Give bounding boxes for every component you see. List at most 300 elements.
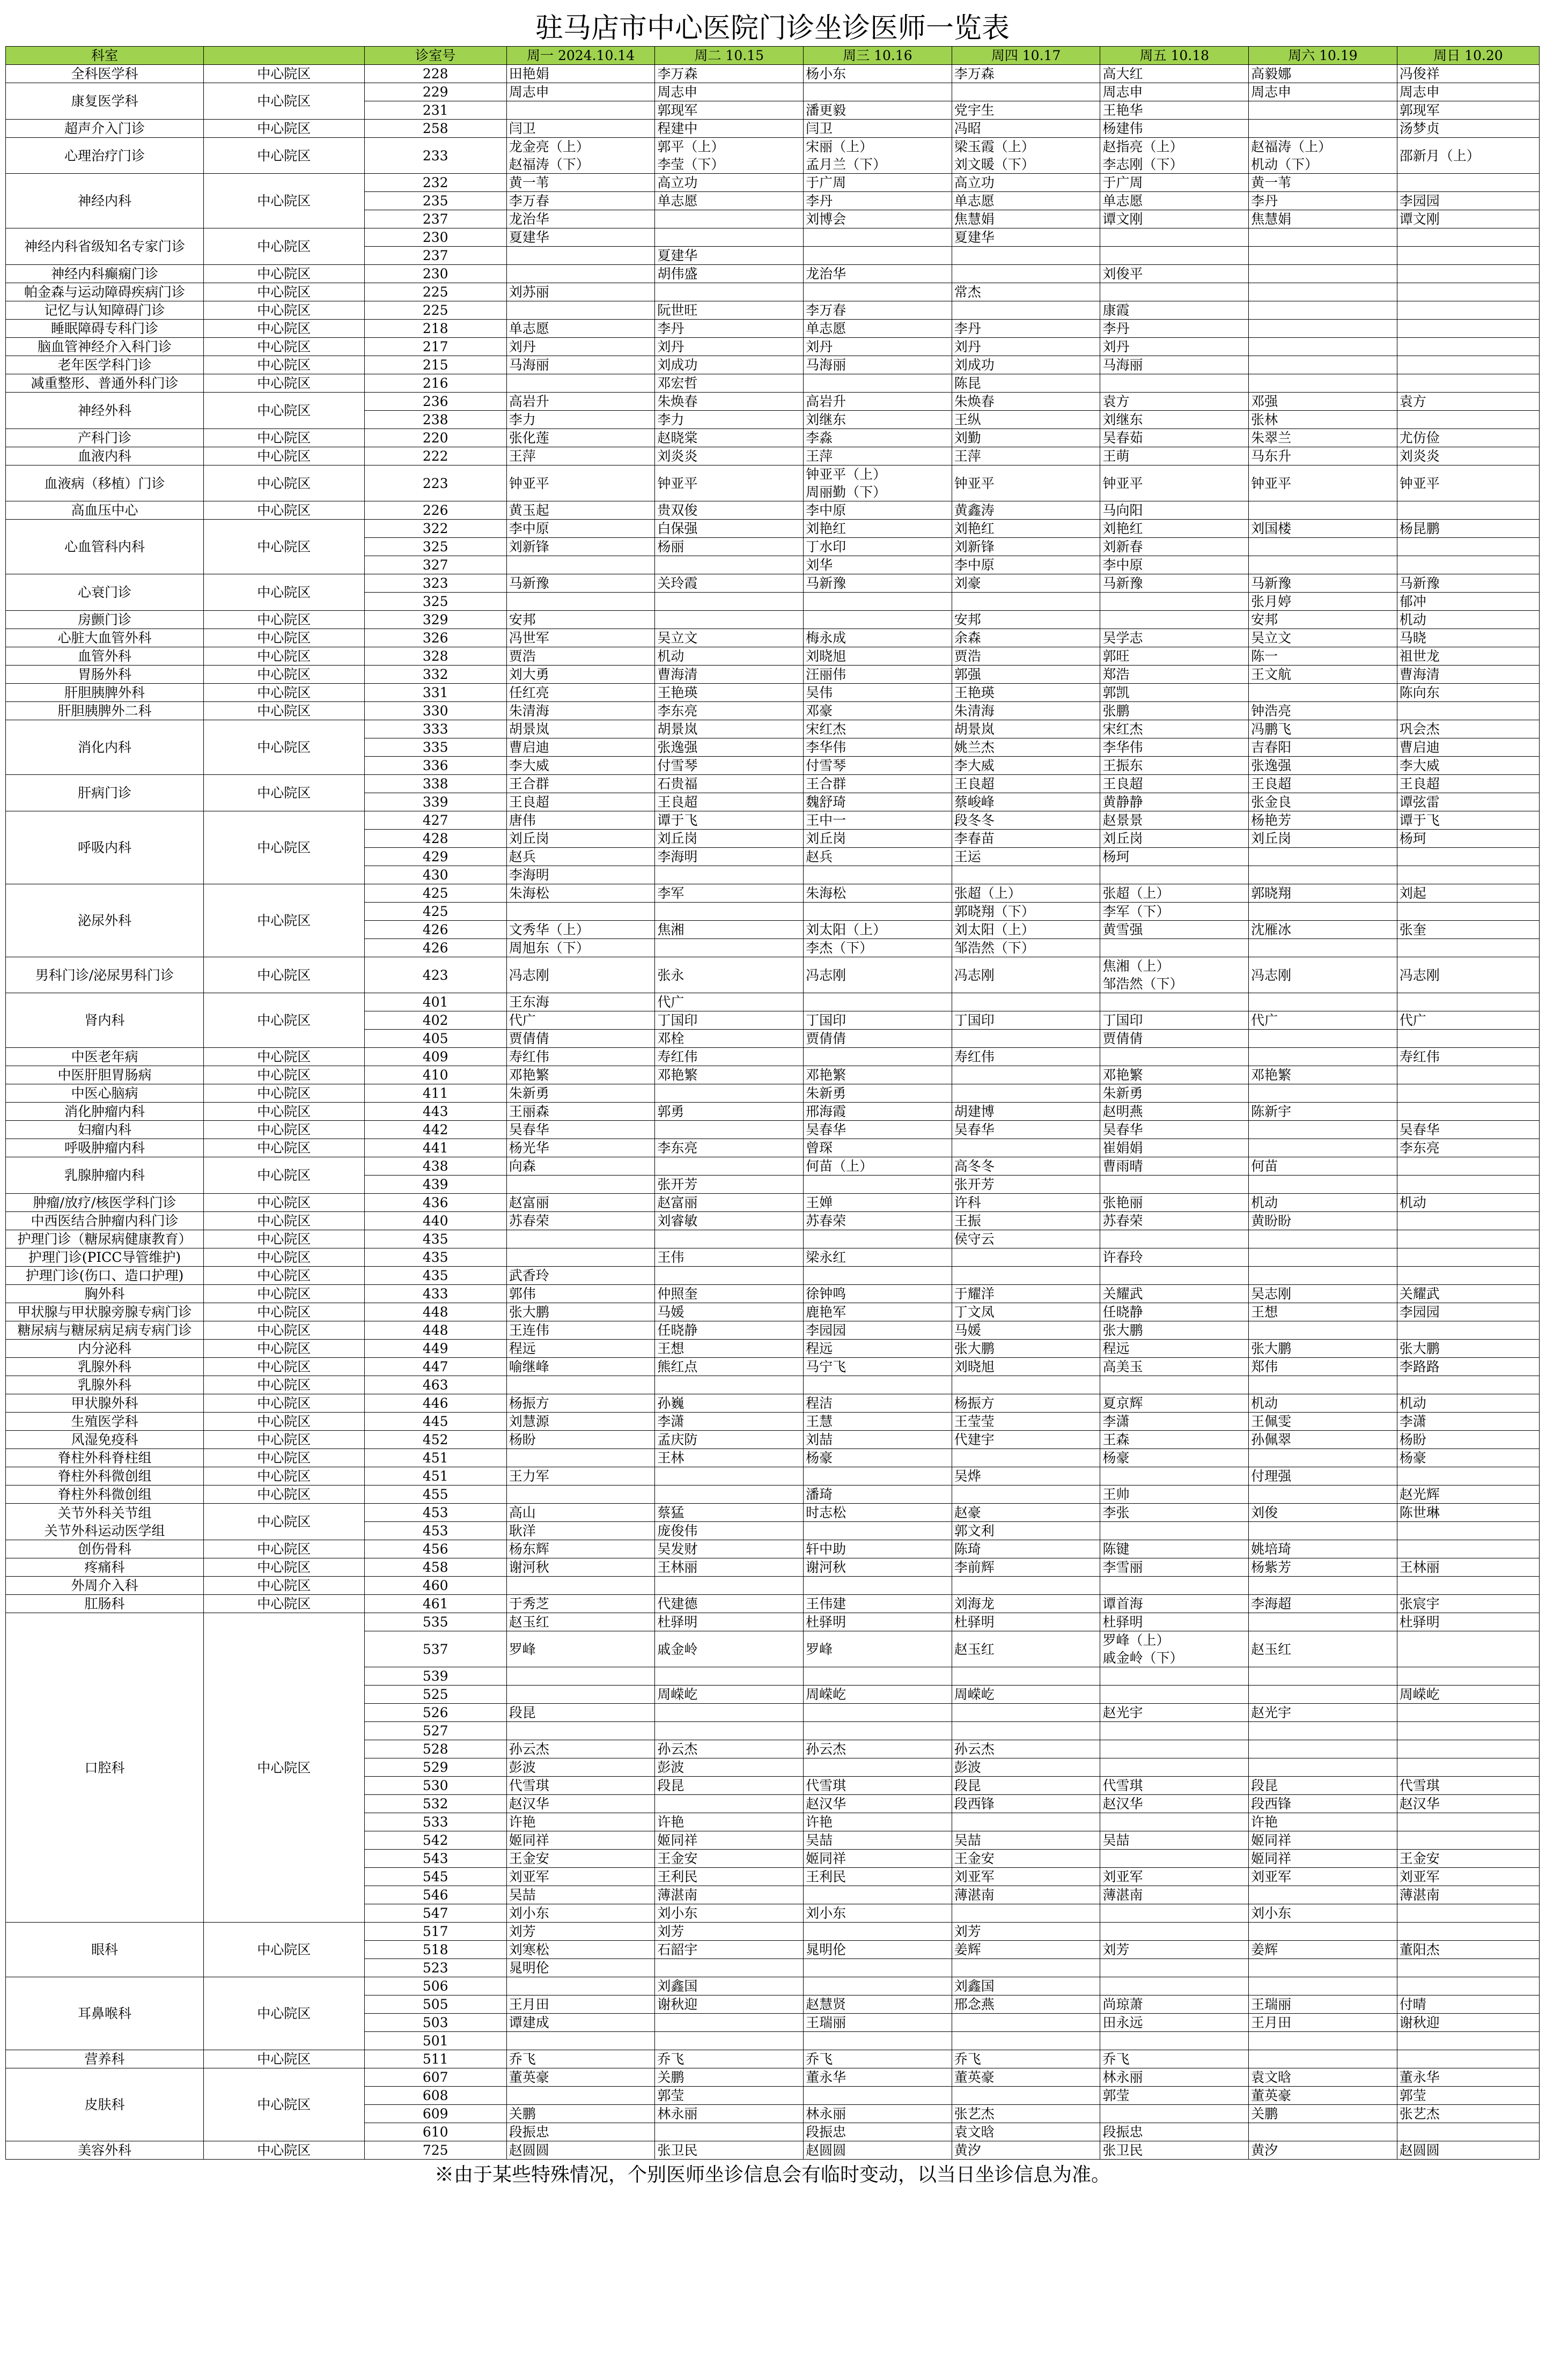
table-row (6, 684, 1540, 702)
doctor-cell-sun: 李园园 (1397, 1303, 1539, 1321)
doctor-cell-sat: 何苗 (1249, 1157, 1397, 1176)
campus-cell: 中心院区 (203, 393, 364, 429)
dept-cell: 消化内科 (6, 720, 204, 775)
doctor-cell-sat: 杨紫芳 (1249, 1558, 1397, 1577)
doctor-cell-sat (1249, 247, 1397, 265)
doctor-cell-sun: 李大威 (1397, 757, 1539, 775)
doctor-cell-mon (506, 374, 655, 393)
table-row (6, 1103, 1540, 1121)
doctor-cell-sat (1249, 866, 1397, 884)
doctor-cell-thu: 张开芳 (952, 1176, 1100, 1194)
dept-cell: 美容外科 (6, 2141, 204, 2160)
doctor-cell-tue: 李万森 (655, 65, 804, 83)
doctor-cell-tue: 薄湛南 (655, 1886, 804, 1904)
table-row (6, 120, 1540, 138)
doctor-cell-sat: 机动 (1249, 1394, 1397, 1413)
doctor-cell-sat (1249, 265, 1397, 283)
doctor-cell-thu (952, 83, 1100, 101)
doctor-cell-fri: 赵光宇 (1100, 1704, 1249, 1722)
doctor-cell-fri: 李华伟 (1100, 738, 1249, 757)
dept-cell: 生殖医学科 (6, 1413, 204, 1431)
doctor-cell-fri: 任晓静 (1100, 1303, 1249, 1321)
table-row (6, 393, 1540, 411)
table-row (6, 629, 1540, 647)
doctor-cell-thu (952, 1959, 1100, 1977)
doctor-cell-fri: 段振忠 (1100, 2123, 1249, 2141)
table-row (6, 283, 1540, 301)
doctor-cell-mon: 董英豪 (506, 2068, 655, 2087)
doctor-cell-sun: 郭莹 (1397, 2087, 1539, 2105)
doctor-cell-thu (952, 1084, 1100, 1103)
doctor-cell-tue: 张开芳 (655, 1176, 804, 1194)
doctor-cell-thu: 丁文凤 (952, 1303, 1100, 1321)
doctor-cell-tue: 乔飞 (655, 2050, 804, 2068)
doctor-cell-sat: 钟浩亮 (1249, 702, 1397, 720)
dept-cell: 糖尿病与糖尿病足病专病门诊 (6, 1321, 204, 1340)
doctor-cell-tue: 李丹 (655, 320, 804, 338)
doctor-cell-fri (1100, 993, 1249, 1011)
table-row (6, 1267, 1540, 1285)
dept-cell: 房颤门诊 (6, 611, 204, 629)
dept-cell: 风湿免疫科 (6, 1431, 204, 1449)
doctor-cell-mon: 李力 (506, 411, 655, 429)
doctor-cell-mon: 郭伟 (506, 1285, 655, 1303)
doctor-cell-sat (1249, 1084, 1397, 1103)
doctor-cell-thu (952, 2087, 1100, 2105)
doctor-cell-wed: 苏春荣 (804, 1212, 952, 1230)
doctor-cell-tue: 林永丽 (655, 2105, 804, 2123)
campus-cell: 中心院区 (203, 1485, 364, 1504)
table-row (6, 1540, 1540, 1558)
campus-cell: 中心院区 (203, 2050, 364, 2068)
room-cell: 409 (364, 1048, 506, 1066)
dept-cell: 皮肤科 (6, 2068, 204, 2141)
doctor-cell-mon: 李万春 (506, 192, 655, 210)
doctor-cell-wed: 丁水印 (804, 538, 952, 556)
doctor-cell-sun (1397, 1667, 1539, 1686)
room-cell: 451 (364, 1449, 506, 1467)
doctor-cell-mon: 程远 (506, 1340, 655, 1358)
campus-cell: 中心院区 (203, 666, 364, 684)
doctor-cell-sat: 刘丘岗 (1249, 830, 1397, 848)
doctor-cell-sun: 周志申 (1397, 83, 1539, 101)
doctor-cell-fri (1100, 1977, 1249, 1995)
doctor-cell-mon: 文秀华（上） (506, 921, 655, 939)
doctor-cell-tue: 段昆 (655, 1777, 804, 1795)
room-cell: 527 (364, 1722, 506, 1740)
dept-cell: 乳腺外科 (6, 1358, 204, 1376)
doctor-cell-wed: 轩中助 (804, 1540, 952, 1558)
doctor-cell-wed: 罗峰 (804, 1631, 952, 1667)
doctor-cell-thu: 王萍 (952, 447, 1100, 465)
doctor-cell-tue: 邓宏哲 (655, 374, 804, 393)
table-row (6, 65, 1540, 83)
doctor-cell-sun (1397, 2050, 1539, 2068)
room-cell: 426 (364, 921, 506, 939)
doctor-cell-mon: 许艳 (506, 1813, 655, 1831)
doctor-cell-sat: 赵福涛（上） 机动（下） (1249, 138, 1397, 174)
doctor-cell-mon: 王连伟 (506, 1321, 655, 1340)
room-cell: 322 (364, 520, 506, 538)
doctor-cell-mon: 吴喆 (506, 1886, 655, 1904)
doctor-cell-thu: 陈琦 (952, 1540, 1100, 1558)
table-row (6, 1558, 1540, 1577)
doctor-cell-mon: 安邦 (506, 611, 655, 629)
table-row (6, 1413, 1540, 1431)
doctor-cell-sat (1249, 228, 1397, 247)
header-tue: 周二 10.15 (655, 47, 804, 65)
doctor-cell-mon (506, 1230, 655, 1248)
room-cell: 609 (364, 2105, 506, 2123)
doctor-cell-fri: 王森 (1100, 1431, 1249, 1449)
doctor-cell-fri (1100, 1230, 1249, 1248)
doctor-cell-sun: 袁方 (1397, 393, 1539, 411)
doctor-cell-fri: 李中原 (1100, 556, 1249, 574)
doctor-cell-sun: 郁冲 (1397, 593, 1539, 611)
room-cell: 222 (364, 447, 506, 465)
doctor-cell-sat: 黄一苇 (1249, 174, 1397, 192)
doctor-cell-wed: 杨小东 (804, 65, 952, 83)
doctor-cell-sat (1249, 283, 1397, 301)
doctor-cell-wed: 马新豫 (804, 574, 952, 593)
doctor-cell-sun: 关耀武 (1397, 1285, 1539, 1303)
table-row (6, 1923, 1540, 1941)
dept-cell: 心血管科内科 (6, 520, 204, 574)
room-cell: 607 (364, 2068, 506, 2087)
doctor-cell-wed: 王婵 (804, 1194, 952, 1212)
doctor-cell-sat (1249, 1959, 1397, 1977)
doctor-cell-sat (1249, 2123, 1397, 2141)
doctor-cell-sat (1249, 1267, 1397, 1285)
doctor-cell-thu: 赵豪 (952, 1504, 1100, 1522)
doctor-cell-fri: 贾倩倩 (1100, 1030, 1249, 1048)
campus-cell: 中心院区 (203, 2141, 364, 2160)
campus-cell: 中心院区 (203, 301, 364, 320)
doctor-cell-sat: 马东升 (1249, 447, 1397, 465)
doctor-cell-mon: 寿红伟 (506, 1048, 655, 1066)
doctor-cell-wed (804, 993, 952, 1011)
doctor-cell-tue (655, 866, 804, 884)
campus-cell: 中心院区 (203, 501, 364, 520)
doctor-cell-mon: 马新豫 (506, 574, 655, 593)
campus-cell: 中心院区 (203, 1358, 364, 1376)
doctor-cell-wed: 晁明伦 (804, 1941, 952, 1959)
doctor-cell-sat: 焦慧娟 (1249, 210, 1397, 228)
doctor-cell-sun (1397, 1176, 1539, 1194)
doctor-cell-sun (1397, 848, 1539, 866)
table-row (6, 811, 1540, 830)
room-cell: 533 (364, 1813, 506, 1831)
campus-cell: 中心院区 (203, 611, 364, 629)
doctor-cell-thu: 丁国印 (952, 1011, 1100, 1030)
doctor-cell-mon: 杨光华 (506, 1139, 655, 1157)
room-cell: 505 (364, 1995, 506, 2014)
doctor-cell-tue (655, 2014, 804, 2032)
room-cell: 230 (364, 265, 506, 283)
doctor-cell-tue: 谢秋迎 (655, 1995, 804, 2014)
doctor-cell-sat (1249, 1977, 1397, 1995)
doctor-cell-wed (804, 1376, 952, 1394)
doctor-cell-fri (1100, 866, 1249, 884)
room-cell: 332 (364, 666, 506, 684)
doctor-cell-fri (1100, 2032, 1249, 2050)
doctor-cell-fri (1100, 1176, 1249, 1194)
doctor-cell-fri (1100, 611, 1249, 629)
doctor-cell-wed: 刘小东 (804, 1904, 952, 1923)
doctor-cell-fri: 杨建伟 (1100, 120, 1249, 138)
doctor-cell-sun (1397, 1959, 1539, 1977)
table-row (6, 1613, 1540, 1631)
doctor-cell-sat (1249, 320, 1397, 338)
room-cell: 328 (364, 647, 506, 666)
room-cell: 218 (364, 320, 506, 338)
doctor-cell-tue: 单志愿 (655, 192, 804, 210)
dept-cell: 神经内科癫痫门诊 (6, 265, 204, 283)
doctor-cell-thu: 王艳瑛 (952, 684, 1100, 702)
doctor-cell-mon: 李中原 (506, 520, 655, 538)
doctor-cell-sat (1249, 1048, 1397, 1066)
doctor-cell-thu: 邹浩然（下） (952, 939, 1100, 957)
doctor-cell-fri: 谭首海 (1100, 1595, 1249, 1613)
dept-cell: 护理门诊(伤口、造口护理) (6, 1267, 204, 1285)
doctor-cell-wed (804, 1758, 952, 1777)
dept-cell: 甲状腺外科 (6, 1394, 204, 1413)
room-cell: 547 (364, 1904, 506, 1923)
doctor-cell-sat (1249, 501, 1397, 520)
doctor-cell-mon: 朱海松 (506, 884, 655, 903)
doctor-cell-mon: 赵玉红 (506, 1613, 655, 1631)
doctor-cell-sat: 张大鹏 (1249, 1340, 1397, 1358)
room-cell: 326 (364, 629, 506, 647)
doctor-cell-mon: 苏春荣 (506, 1212, 655, 1230)
doctor-cell-mon: 刘丘岗 (506, 830, 655, 848)
doctor-cell-sat: 姬同祥 (1249, 1850, 1397, 1868)
table-row (6, 666, 1540, 684)
doctor-cell-wed: 刘喆 (804, 1431, 952, 1449)
doctor-cell-wed: 王慧 (804, 1413, 952, 1431)
doctor-cell-sat: 黄汐 (1249, 2141, 1397, 2160)
doctor-cell-sat: 王瑞丽 (1249, 1995, 1397, 2014)
doctor-cell-mon: 代雪琪 (506, 1777, 655, 1795)
dept-cell: 护理门诊（糖尿病健康教育） (6, 1230, 204, 1248)
doctor-cell-wed: 吴春华 (804, 1121, 952, 1139)
doctor-cell-fri: 苏春荣 (1100, 1212, 1249, 1230)
doctor-cell-sun (1397, 702, 1539, 720)
doctor-cell-tue (655, 1722, 804, 1740)
campus-cell: 中心院区 (203, 1340, 364, 1358)
doctor-cell-fri: 郭莹 (1100, 2087, 1249, 2105)
doctor-cell-wed: 马宁飞 (804, 1358, 952, 1376)
footer-note: ※由于某些特殊情况，个别医师坐诊信息会有临时变动，以当日坐诊信息为准。 (434, 2164, 1110, 2186)
doctor-cell-wed: 谢河秋 (804, 1558, 952, 1577)
doctor-cell-wed (804, 1467, 952, 1485)
doctor-cell-sat (1249, 1321, 1397, 1340)
doctor-cell-fri (1100, 1813, 1249, 1831)
doctor-cell-tue: 王林 (655, 1449, 804, 1467)
doctor-cell-tue: 许艳 (655, 1813, 804, 1831)
table-row (6, 1212, 1540, 1230)
doctor-cell-wed: 李华伟 (804, 738, 952, 757)
dept-cell: 男科门诊/泌尿男科门诊 (6, 957, 204, 993)
doctor-cell-sun: 冯俊祥 (1397, 65, 1539, 83)
doctor-cell-wed: 潘更毅 (804, 101, 952, 120)
dept-cell: 护理门诊(PICC导管维护) (6, 1248, 204, 1267)
doctor-cell-mon: 王丽森 (506, 1103, 655, 1121)
doctor-cell-sat: 机动 (1249, 1194, 1397, 1212)
doctor-cell-fri: 王萌 (1100, 447, 1249, 465)
doctor-cell-sun (1397, 1066, 1539, 1084)
doctor-cell-wed (804, 1667, 952, 1686)
room-cell: 329 (364, 611, 506, 629)
doctor-cell-sun (1397, 283, 1539, 301)
doctor-cell-mon: 喻继峰 (506, 1358, 655, 1376)
doctor-cell-fri: 周志申 (1100, 83, 1249, 101)
doctor-cell-fri: 王帅 (1100, 1485, 1249, 1504)
doctor-cell-sat: 刘俊 (1249, 1504, 1397, 1522)
campus-cell: 中心院区 (203, 647, 364, 666)
doctor-cell-thu: 单志愿 (952, 192, 1100, 210)
doctor-cell-mon: 刘丹 (506, 338, 655, 356)
doctor-cell-mon: 姬同祥 (506, 1831, 655, 1850)
room-cell: 439 (364, 1176, 506, 1194)
doctor-cell-sun: 张艺杰 (1397, 2105, 1539, 2123)
doctor-cell-tue: 刘丹 (655, 338, 804, 356)
room-cell: 463 (364, 1376, 506, 1394)
doctor-cell-sat (1249, 301, 1397, 320)
doctor-cell-tue: 王利民 (655, 1868, 804, 1886)
doctor-cell-sun (1397, 1522, 1539, 1540)
doctor-cell-sun: 曹海清 (1397, 666, 1539, 684)
table-row (6, 702, 1540, 720)
doctor-cell-sat: 关鹏 (1249, 2105, 1397, 2123)
table-row (6, 465, 1540, 501)
room-cell: 542 (364, 1831, 506, 1850)
doctor-cell-fri: 王艳华 (1100, 101, 1249, 120)
room-cell: 442 (364, 1121, 506, 1139)
doctor-cell-wed: 赵圆圆 (804, 2141, 952, 2160)
room-cell: 335 (364, 738, 506, 757)
doctor-cell-mon: 周志申 (506, 83, 655, 101)
room-cell: 528 (364, 1740, 506, 1758)
room-cell: 436 (364, 1194, 506, 1212)
doctor-cell-wed: 王萍 (804, 447, 952, 465)
table-row (6, 2068, 1540, 2087)
doctor-cell-wed: 龙治华 (804, 265, 952, 283)
table-row (6, 1394, 1540, 1413)
table-row (6, 1577, 1540, 1595)
campus-cell: 中心院区 (203, 1577, 364, 1595)
room-cell: 331 (364, 684, 506, 702)
doctor-cell-mon: 王力军 (506, 1467, 655, 1485)
doctor-cell-sat (1249, 993, 1397, 1011)
doctor-cell-mon: 张大鹏 (506, 1303, 655, 1321)
doctor-cell-thu: 安邦 (952, 611, 1100, 629)
doctor-cell-sun (1397, 265, 1539, 283)
doctor-cell-thu: 杜驿明 (952, 1613, 1100, 1631)
table-header (6, 47, 1540, 65)
doctor-cell-mon: 罗峰 (506, 1631, 655, 1667)
dept-cell: 甲状腺与甲状腺旁腺专病门诊 (6, 1303, 204, 1321)
doctor-cell-fri: 黄静静 (1100, 793, 1249, 811)
doctor-cell-thu: 刘太阳（上） (952, 921, 1100, 939)
doctor-cell-tue: 杜驿明 (655, 1613, 804, 1631)
doctor-cell-tue: 邓艳繁 (655, 1066, 804, 1084)
doctor-cell-fri: 杨豪 (1100, 1449, 1249, 1467)
dept-cell: 肿瘤/放疗/核医学科门诊 (6, 1194, 204, 1212)
doctor-cell-tue (655, 1121, 804, 1139)
doctor-cell-tue: 李力 (655, 411, 804, 429)
doctor-cell-thu: 刘丹 (952, 338, 1100, 356)
room-cell: 448 (364, 1303, 506, 1321)
room-cell: 535 (364, 1613, 506, 1631)
doctor-cell-wed: 汪丽伟 (804, 666, 952, 684)
doctor-cell-mon: 冯世军 (506, 629, 655, 647)
table-row (6, 520, 1540, 538)
doctor-cell-wed: 单志愿 (804, 320, 952, 338)
doctor-cell-sat (1249, 1740, 1397, 1758)
doctor-cell-mon: 刘寒松 (506, 1941, 655, 1959)
doctor-cell-thu: 郭强 (952, 666, 1100, 684)
doctor-cell-thu: 段西锋 (952, 1795, 1100, 1813)
doctor-cell-tue: 吴发财 (655, 1540, 804, 1558)
room-cell: 401 (364, 993, 506, 1011)
doctor-cell-wed (804, 2032, 952, 2050)
doctor-cell-wed: 李中原 (804, 501, 952, 520)
doctor-cell-mon: 李大威 (506, 757, 655, 775)
doctor-cell-wed (804, 1923, 952, 1941)
room-cell: 543 (364, 1850, 506, 1868)
room-cell: 411 (364, 1084, 506, 1103)
doctor-cell-thu (952, 866, 1100, 884)
doctor-cell-sat: 张林 (1249, 411, 1397, 429)
header-sun: 周日 10.20 (1397, 47, 1539, 65)
doctor-cell-mon: 胡景岚 (506, 720, 655, 738)
doctor-cell-sat: 王佩雯 (1249, 1413, 1397, 1431)
table-row (6, 228, 1540, 247)
doctor-cell-sun: 杨豪 (1397, 1449, 1539, 1467)
table-row (6, 957, 1540, 993)
doctor-cell-sat: 郭晓翔 (1249, 884, 1397, 903)
header-row (6, 47, 1540, 65)
room-cell: 438 (364, 1157, 506, 1176)
room-cell: 229 (364, 83, 506, 101)
doctor-cell-sat: 吴志刚 (1249, 1285, 1397, 1303)
room-cell: 236 (364, 393, 506, 411)
doctor-cell-tue: 代广 (655, 993, 804, 1011)
doctor-cell-sat (1249, 1923, 1397, 1941)
doctor-cell-sun: 杨昆鹏 (1397, 520, 1539, 538)
doctor-cell-sat (1249, 2050, 1397, 2068)
doctor-cell-sun: 杨珂 (1397, 830, 1539, 848)
doctor-cell-tue: 王想 (655, 1340, 804, 1358)
doctor-cell-wed: 孙云杰 (804, 1740, 952, 1758)
table-row (6, 1485, 1540, 1504)
dept-cell: 脊柱外科微创组 (6, 1485, 204, 1504)
doctor-cell-wed: 宋丽（上） 孟月兰（下） (804, 138, 952, 174)
doctor-cell-sat: 吉春阳 (1249, 738, 1397, 757)
room-cell: 237 (364, 247, 506, 265)
dept-cell: 耳鼻喉科 (6, 1977, 204, 2050)
doctor-cell-wed: 刘继东 (804, 411, 952, 429)
doctor-cell-wed (804, 611, 952, 629)
doctor-cell-fri: 郑浩 (1100, 666, 1249, 684)
doctor-cell-thu: 李中原 (952, 556, 1100, 574)
doctor-cell-wed: 代雪琪 (804, 1777, 952, 1795)
doctor-cell-thu: 李春苗 (952, 830, 1100, 848)
doctor-cell-thu: 刘成功 (952, 356, 1100, 374)
doctor-cell-tue: 白保强 (655, 520, 804, 538)
doctor-cell-sun: 吴春华 (1397, 1121, 1539, 1139)
